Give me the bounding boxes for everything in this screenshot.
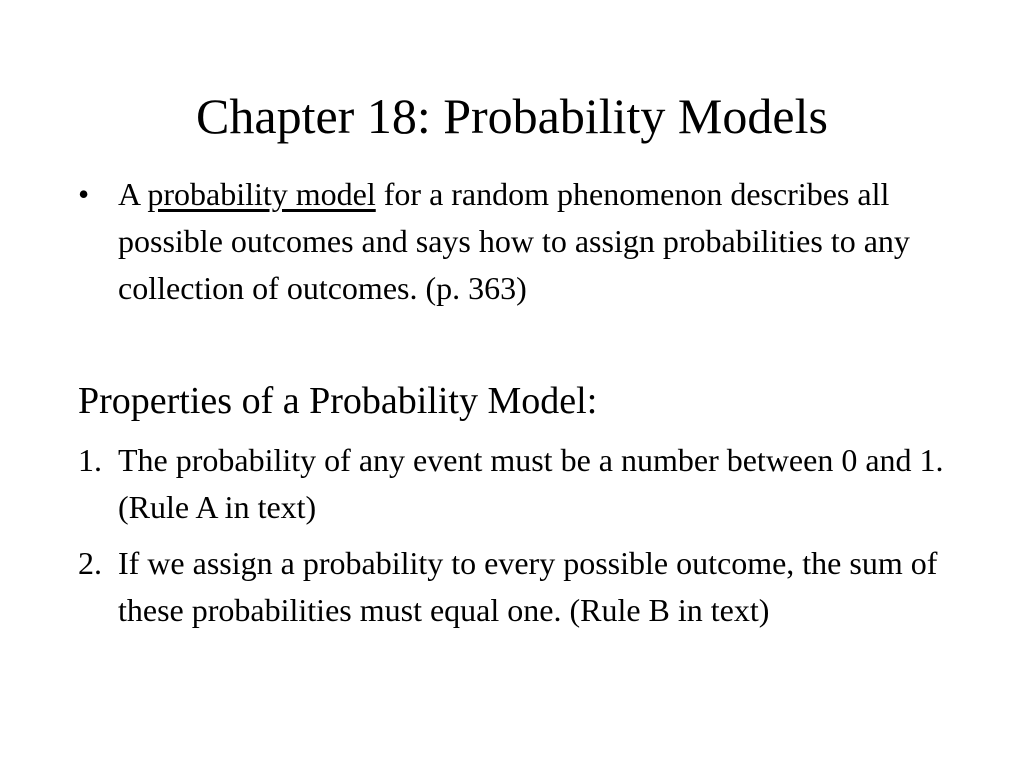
property-text-2: If we assign a probability to every possible outcome, the sum of these probabilities must equal one. (Rule B in text) (118, 545, 938, 628)
property-item-1 (78, 437, 958, 531)
bullet-row (78, 171, 958, 312)
defined-term: probability model (147, 176, 376, 212)
properties-heading: Properties of a Probability Model: (78, 380, 598, 422)
slide-title: Chapter 18: Probability Models (196, 88, 828, 144)
property-number-1: 1. (78, 442, 102, 478)
property-text-1: The probability of any event must be a number between 0 and 1. (Rule A in text) (118, 442, 944, 525)
definition-bullet (78, 171, 958, 312)
bullet-icon: • (78, 176, 90, 212)
bullet-prefix: A (118, 176, 148, 212)
bullet-definition: for a random phenomenon describes all possible outcomes and says how to assign probabilities to any collection of outcomes. (p. 363) (118, 176, 910, 306)
property-number-2: 2. (78, 545, 102, 581)
property-item-2 (78, 540, 958, 634)
